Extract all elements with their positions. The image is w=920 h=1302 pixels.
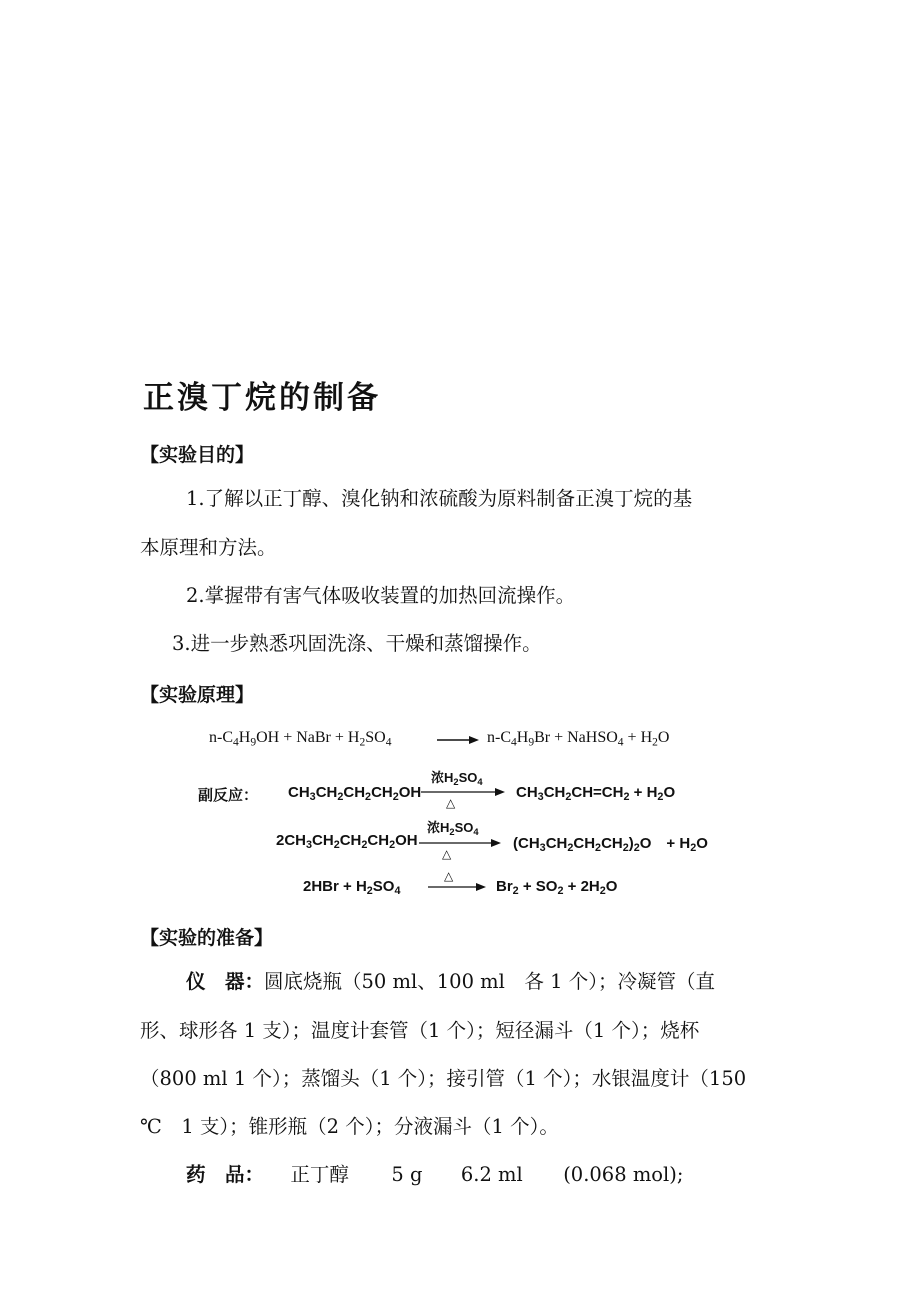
heat-symbol-3: △ [444, 869, 454, 883]
side-reaction-2-condition: 浓$H_2SO_4$ [427, 820, 479, 837]
heat-symbol-1: △ [446, 796, 456, 810]
purpose-item-3: 3.进一步熟悉巩固洗涤、干燥和蒸馏操作。 [172, 632, 542, 655]
side-reaction-1-right: $CH_3CH_2CH=CH_2 + H_2O$ [516, 784, 676, 804]
main-reaction-products: $n-C_4H_9Br$ + NaHSO$_4$ + $H_2O$ [487, 729, 670, 749]
side-reaction-3-right: $Br_2 + SO_2 + 2H_2O$ [496, 878, 618, 898]
instruments-line-3: （800 ml 1 个）；蒸馏头（1 个）；接引管（1 个）；水银温度计（150 [140, 1067, 747, 1090]
reagent-name: 正丁醇 [290, 1163, 349, 1186]
instruments-line-2: 形、球形各 1 支）；温度计套管（1 个）；短径漏斗（1 个）；烧杯 [140, 1019, 700, 1042]
reagent-mass: 5 g [391, 1163, 423, 1186]
purpose-item-1-line-1: 1.了解以正丁醇、溴化钠和浓硫酸为原料制备正溴丁烷的基 [186, 487, 693, 510]
heat-symbol-2: △ [442, 847, 452, 861]
purpose-item-2: 2.掌握带有害气体吸收装置的加热回流操作。 [186, 584, 576, 607]
side-reaction-3-arrow [428, 882, 486, 892]
section-purpose-heading: 【实验目的】 [140, 444, 255, 466]
reagent-moles: (0.068 mol); [563, 1163, 684, 1186]
main-reaction-reactants: $n-C_4H_9OH$ + NaBr + $H_2SO_4$ [209, 729, 392, 749]
side-reaction-3-left: $2HBr + H_2SO_4$ [303, 878, 401, 898]
instruments-line-1 [186, 970, 715, 994]
side-reaction-2-right: $(CH_3CH_2CH_2CH_2)_2O$ + $H_2O$ [513, 835, 708, 855]
purpose-item-1-line-2: 本原理和方法。 [140, 536, 277, 559]
reagent-volume: 6.2 ml [460, 1163, 523, 1186]
side-reaction-2-left: $2CH_3CH_2CH_2CH_2OH$ [276, 832, 418, 852]
side-reaction-2-arrow [419, 838, 501, 848]
instruments-text-1: 圆底烧瓶（50 ml、100 ml 各 1 个）；冷凝管（直 [264, 970, 715, 993]
side-reaction-1-left: $CH_3CH_2CH_2CH_2OH$ [288, 784, 422, 804]
reagents-line [186, 1163, 683, 1187]
side-reaction-1-condition: 浓$H_2SO_4$ [431, 770, 483, 787]
main-reaction [209, 729, 391, 747]
section-preparation-heading: 【实验的准备】 [140, 927, 274, 949]
main-reaction-arrow [437, 735, 479, 745]
section-principle-heading: 【实验原理】 [140, 684, 255, 706]
instruments-line-4: ℃ 1 支）；锥形瓶（2 个）；分液漏斗（1 个）。 [140, 1115, 559, 1138]
reagents-label: 药 品： [186, 1163, 265, 1186]
side-reaction-label: 副反应： [198, 787, 259, 804]
instruments-label: 仪 器： [186, 970, 265, 993]
page-title: 正溴丁烷的制备 [143, 380, 381, 416]
side-reaction-1-arrow [421, 787, 505, 797]
